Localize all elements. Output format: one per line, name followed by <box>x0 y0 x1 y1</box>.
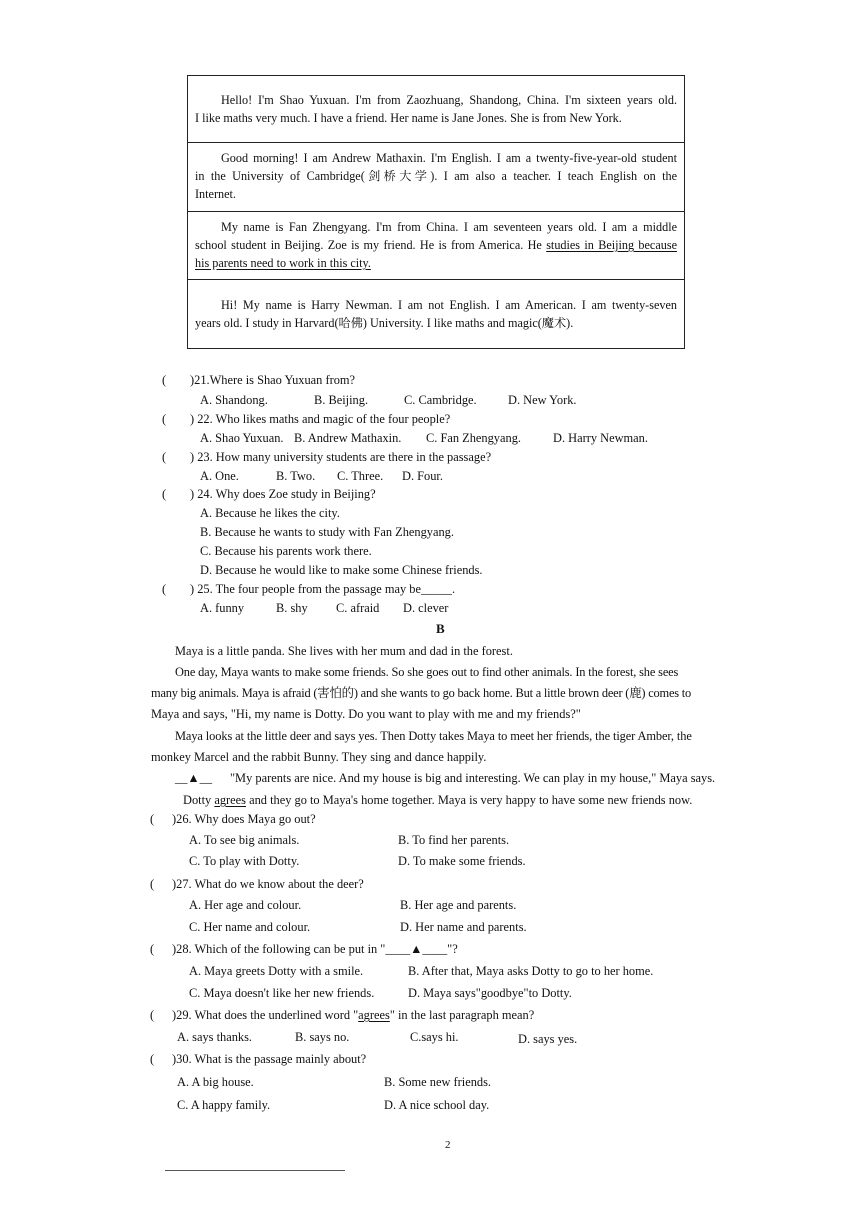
profile-line: school student in Beijing. Zoe is my friend. He is from America. He <box>195 238 547 252</box>
option-d: D. New York. <box>508 393 577 407</box>
answer-bracket: ( <box>150 942 155 956</box>
answer-bracket: ( <box>150 877 155 891</box>
profile-fan-zhengyang <box>188 218 684 272</box>
question-30: )30. What is the passage mainly about? <box>172 1052 367 1066</box>
option-b: B. After that, Maya asks Dotty to go to her home. <box>408 964 654 978</box>
question-text: )29. What does the underlined word " <box>172 1008 359 1022</box>
underlined-text: his parents need to work in this city. <box>195 256 371 270</box>
question-24: ) 24. Why does Zoe study in Beijing? <box>190 487 376 501</box>
answer-bracket: ( <box>162 412 167 426</box>
option-b: B. Beijing. <box>314 393 369 407</box>
option-c: C. To play with Dotty. <box>189 854 300 868</box>
option-d: D. says yes. <box>518 1032 578 1046</box>
option-a: A. A big house. <box>177 1075 254 1089</box>
option-a: A. funny <box>200 601 245 615</box>
underlined-word: agrees <box>214 793 246 807</box>
underlined-word: agrees <box>358 1008 390 1022</box>
profile-line: Good morning! I am Andrew Mathaxin. I'm English. I am a twenty-five-year-old student <box>221 151 677 165</box>
option-c: C.says hi. <box>410 1030 459 1044</box>
profile-line: My name is Fan Zhengyang. I'm from China. I am seventeen years old. I am a middle <box>221 220 677 234</box>
passage-line: One day, Maya wants to make some friends. So she goes out to find other animals. In the forest, she sees <box>175 665 679 679</box>
answer-bracket: ( <box>150 1052 155 1066</box>
option-c: C. Because his parents work there. <box>200 544 372 558</box>
passage-line: "My parents are nice. And my house is big and interesting. We can play in my house," Maya says. <box>230 771 716 785</box>
option-a: A. To see big animals. <box>189 833 300 847</box>
profile-line: years old. I study in Harvard(哈佛) University. I like maths and magic(魔术). <box>195 316 574 330</box>
option-a: A. Shao Yuxuan. <box>200 431 284 445</box>
page-number: 2 <box>445 1139 451 1151</box>
option-b: B. Her age and parents. <box>400 898 517 912</box>
option-c: C. Her name and colour. <box>189 920 311 934</box>
option-a: A. Shandong. <box>200 393 268 407</box>
option-d: D. clever <box>403 601 449 615</box>
answer-bracket: ( <box>150 812 155 826</box>
section-b-title: B <box>436 621 445 636</box>
passage-line: monkey Marcel and the rabbit Bunny. They sing and dance happily. <box>151 750 487 764</box>
question-28: )28. Which of the following can be put in "____▲____"? <box>172 942 458 956</box>
option-c: C. Maya doesn't like her new friends. <box>189 986 375 1000</box>
footer-divider <box>165 1170 345 1171</box>
answer-bracket: ( <box>150 1008 155 1022</box>
option-d: D. A nice school day. <box>384 1098 490 1112</box>
profile-harry-newman <box>188 296 684 332</box>
table-divider <box>188 211 684 212</box>
option-c: C. Cambridge. <box>404 393 477 407</box>
option-b: B. says no. <box>295 1030 350 1044</box>
question-23: ) 23. How many university students are there in the passage? <box>190 450 492 464</box>
option-a: A. Maya greets Dotty with a smile. <box>189 964 364 978</box>
passage-line: Maya looks at the little deer and says yes. Then Dotty takes Maya to meet her friends, the tiger Amber, the <box>175 729 692 743</box>
option-d: D. Harry Newman. <box>553 431 648 445</box>
option-d: D. Four. <box>402 469 443 483</box>
option-c: C. afraid <box>336 601 380 615</box>
option-d: D. Maya says"goodbye"to Dotty. <box>408 986 572 1000</box>
question-text: " in the last paragraph mean? <box>389 1008 535 1022</box>
profile-line: Hello! I'm Shao Yuxuan. I'm from Zaozhuang, Shandong, China. I'm sixteen years old. <box>221 93 677 107</box>
passage-line: Maya and says, "Hi, my name is Dotty. Do you want to play with me and my friends?" <box>151 707 581 721</box>
option-a: A. One. <box>200 469 239 483</box>
passage-text: Dotty <box>183 793 215 807</box>
option-c: C. Fan Zhengyang. <box>426 431 521 445</box>
profile-shao-yuxuan <box>188 91 684 127</box>
question-25: ) 25. The four people from the passage may be_____. <box>190 582 456 596</box>
question-22: ) 22. Who likes maths and magic of the four people? <box>190 412 451 426</box>
question-29 <box>172 1008 534 1023</box>
option-b: B. Andrew Mathaxin. <box>294 431 402 445</box>
underlined-text: studies in Beijing because <box>546 238 677 252</box>
option-d: D. To make some friends. <box>398 854 526 868</box>
table-divider <box>188 279 684 280</box>
question-27: )27. What do we know about the deer? <box>172 877 364 891</box>
option-d: D. Because he would like to make some Chinese friends. <box>200 563 483 577</box>
question-26: )26. Why does Maya go out? <box>172 812 316 826</box>
option-a: A. says thanks. <box>177 1030 253 1044</box>
answer-bracket: ( <box>162 487 167 501</box>
profile-line: Hi! My name is Harry Newman. I am not English. I am American. I am twenty-seven <box>221 298 677 312</box>
option-b: B. To find her parents. <box>398 833 510 847</box>
question-21: )21.Where is Shao Yuxuan from? <box>190 373 356 387</box>
option-b: B. Some new friends. <box>384 1075 492 1089</box>
table-divider <box>188 142 684 143</box>
profile-line: Internet. <box>195 187 236 201</box>
passage-line: many big animals. Maya is afraid (害怕的) and she wants to go back home. But a little brown deer (鹿) comes to <box>151 686 692 700</box>
option-b: B. Two. <box>276 469 316 483</box>
option-b: B. Because he wants to study with Fan Zhengyang. <box>200 525 454 539</box>
option-b: B. shy <box>276 601 308 615</box>
answer-bracket: ( <box>162 450 167 464</box>
option-a: A. Her age and colour. <box>189 898 302 912</box>
blank-marker: __▲__ <box>175 771 213 785</box>
option-d: D. Her name and parents. <box>400 920 527 934</box>
profile-line: in the University of Cambridge(剑桥大学). I am also a teacher. I teach English on the <box>195 169 677 183</box>
option-c: C. Three. <box>337 469 384 483</box>
answer-bracket: ( <box>162 582 167 596</box>
option-c: C. A happy family. <box>177 1098 271 1112</box>
profile-table <box>187 75 685 349</box>
profile-line: I like maths very much. I have a friend. Her name is Jane Jones. She is from New York. <box>195 111 622 125</box>
passage-line: Maya is a little panda. She lives with her mum and dad in the forest. <box>175 644 513 658</box>
option-a: A. Because he likes the city. <box>200 506 340 520</box>
answer-bracket: ( <box>162 373 167 387</box>
profile-andrew-mathaxin <box>188 149 684 203</box>
passage-line <box>183 790 692 811</box>
passage-text: and they go to Maya's home together. Maya is very happy to have some new friends now. <box>245 793 693 807</box>
